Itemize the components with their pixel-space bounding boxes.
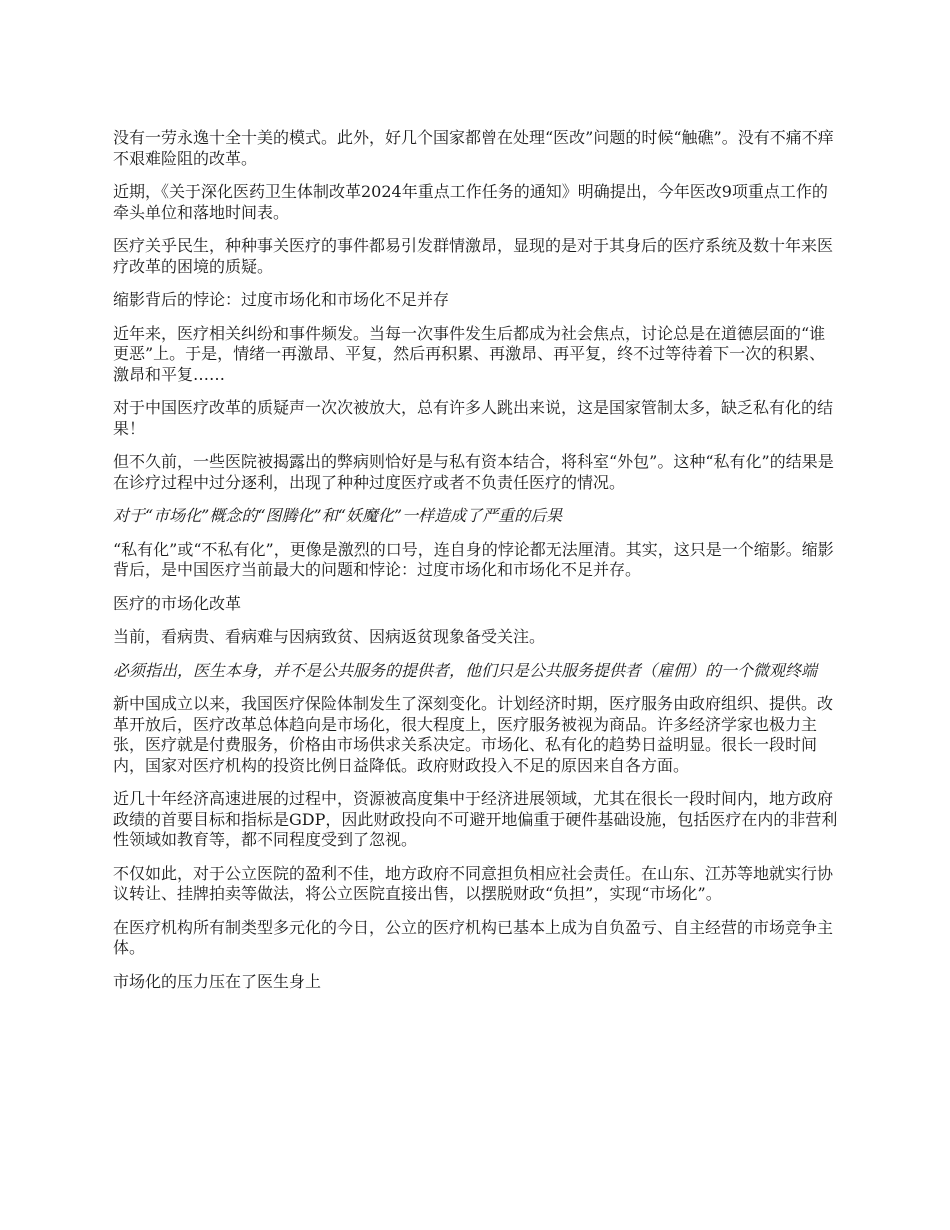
italic-quote-doctors: 必须指出，医生本身，并不是公共服务的提供者，他们只是公共服务提供者（雇佣）的一个微观终端 <box>113 660 818 680</box>
italic-quote-marketization: 对于“市场化”概念的“图腾化”和“妖魔化”一样造成了严重的后果 <box>113 506 563 525</box>
paragraph-6: 对于中国医疗改革的质疑声一次次被放大，总有许多人跳出来说，这是国家管制太多，缺乏私有化的结果！ <box>113 398 834 438</box>
paragraph-11: 当前，看病贵、看病难与因病致贫、因病返贫现象备受关注。 <box>113 627 546 646</box>
section-heading-paradox: 缩影背后的悖论：过度市场化和市场化不足并存 <box>113 290 450 309</box>
paragraph-1: 没有一劳永逸十全十美的模式。此外，好几个国家都曾在处理“医改”问题的时候“触礁”。没有不痛不痒不艰难险阻的改革。 <box>113 128 834 168</box>
paragraph-3: 医疗关乎民生，种种事关医疗的事件都易引发群情激昂，显现的是对于其身后的医疗系统及数十年来医疗改革的困境的质疑。 <box>113 236 834 276</box>
section-heading-pressure: 市场化的压力压在了医生身上 <box>113 971 322 991</box>
paragraph-13: 新中国成立以来，我国医疗保险体制发生了深刻变化。计划经济时期，医疗服务由政府组织、提供。改革开放后，医疗改革总体趋向是市场化，很大程度上，医疗服务被视为商品。许多经济学家也极力主张，医疗就是付费服务，价格由市场供求关系决定。市场化、私有化的趋势日益明显。很长一段时间内，国家对医疗机构的投资比例日益降低。政府财政投入不足的原因来自各方面。 <box>113 694 834 775</box>
paragraph-15: 不仅如此，对于公立医院的盈利不佳，地方政府不同意担负相应社会责任。在山东、江苏等地就实行协议转让、挂牌拍卖等做法，将公立医院直接出售，以摆脱财政“负担”，实现“市场化”。 <box>113 863 834 903</box>
paragraph-9: “私有化”或“不私有化”，更像是激烈的口号，连自身的悖论都无法厘清。其实，这只是一个缩影。缩影背后，是中国医疗当前最大的问题和悖论：过度市场化和市场化不足并存。 <box>113 539 834 579</box>
paragraph-7: 但不久前，一些医院被揭露出的弊病则恰好是与私有资本结合，将科室“外包”。这种“私有化”的结果是在诊疗过程中过分逐利，出现了种种过度医疗或者不负责任医疗的情况。 <box>113 452 834 492</box>
paragraph-16: 在医疗机构所有制类型多元化的今日，公立的医疗机构已基本上成为自负盈亏、自主经营的市场竞争主体。 <box>113 917 834 957</box>
paragraph-14: 近几十年经济高速进展的过程中，资源被高度集中于经济进展领域，尤其在很长一段时间内，地方政府政绩的首要目标和指标是GDP，因此财政投向不可避开地偏重于硬件基础设施，包括医疗在内的非营利性领域如教育等，都不同程度受到了忽视。 <box>113 789 838 849</box>
document-page <box>113 128 840 1005</box>
section-heading-market-reform: 医疗的市场化改革 <box>113 593 242 613</box>
paragraph-5: 近年来，医疗相关纠纷和事件频发。当每一次事件发生后都成为社会焦点，讨论总是在道德层面的“谁更恶”上。于是，情绪一再激昂、平复，然后再积累、再激昂、再平复，终不过等待着下一次的积累、激昂和平复…… <box>113 323 826 384</box>
paragraph-2: 近期，《关于深化医药卫生体制改革2024年重点工作任务的通知》明确提出，今年医改9项重点工作的牵头单位和落地时间表。 <box>113 182 828 222</box>
